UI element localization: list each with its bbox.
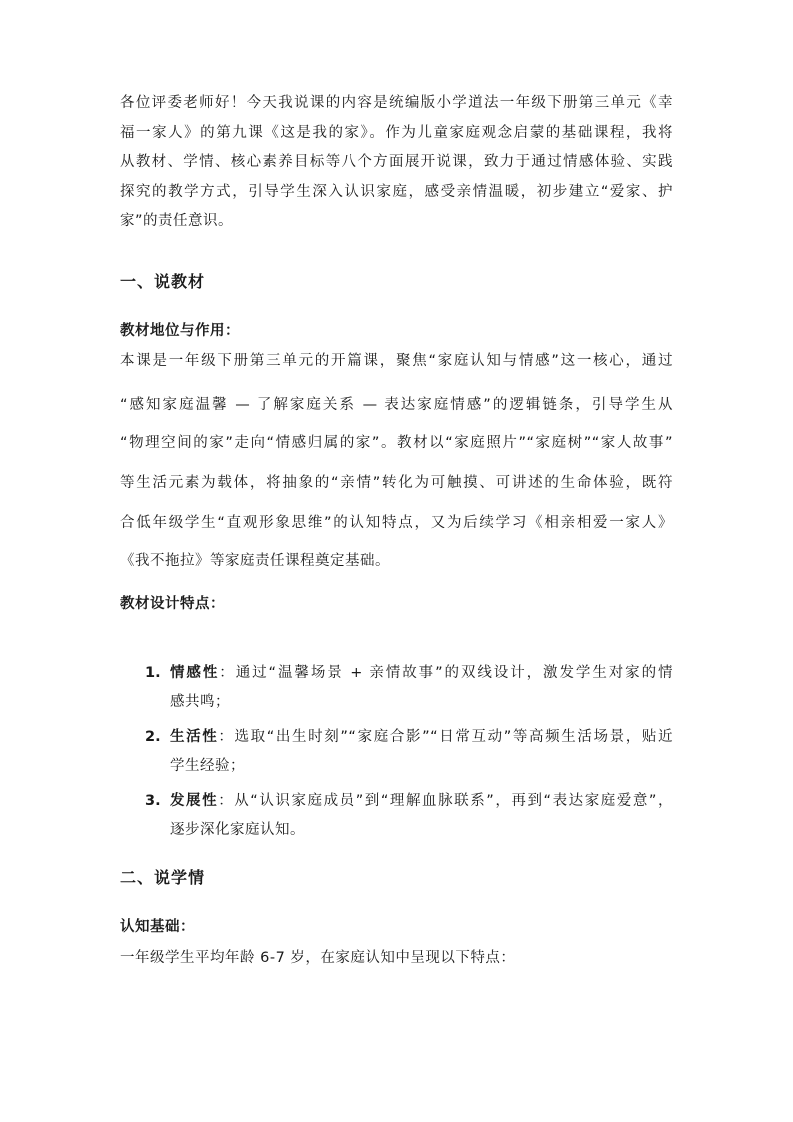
position-line-3: “物理空间的家”走向“情感归属的家”。教材以“家庭照片”“家庭树”“家人故事” <box>120 435 673 451</box>
list-item-term: 生活性 <box>170 729 219 745</box>
list-item-continuation: 学生经验； <box>170 758 245 774</box>
section-heading-students: 二、说学情 <box>120 868 206 887</box>
list-number-3: 3. <box>145 793 161 809</box>
list-item-text: ：从“认识家庭成员”到“理解血脉联系”，再到“表达家庭爱意”， <box>218 793 674 809</box>
position-line-2: “感知家庭温馨 — 了解家庭关系 — 表达家庭情感”的逻辑链条，引导学生从 <box>120 397 673 413</box>
list-item-term: 发展性 <box>170 793 219 809</box>
list-item-line <box>170 727 673 747</box>
list-item-term: 情感性 <box>170 665 220 681</box>
position-line-4: 等生活元素为载体，将抽象的“亲情”转化为可触摸、可讲述的生命体验，既符 <box>120 475 673 491</box>
subheading-position: 教材地位与作用： <box>120 323 240 339</box>
subheading-cognition: 认知基础： <box>120 919 195 935</box>
intro-line-1: 各位评委老师好！今天我说课的内容是统编版小学道法一年级下册第三单元《幸 <box>120 95 673 111</box>
intro-line-4: 探究的教学方式，引导学生深入认识家庭，感受亲情温暖，初步建立“爱家、护 <box>120 184 673 200</box>
intro-line-3: 从教材、学情、核心素养目标等八个方面展开说课，致力于通过情感体验、实践 <box>120 154 673 170</box>
list-number-1: 1. <box>145 665 161 681</box>
section-heading-textbook: 一、说教材 <box>120 272 206 291</box>
cognition-line: 一年级学生平均年龄 6-7 岁，在家庭认知中呈现以下特点： <box>120 950 516 966</box>
list-item-continuation: 逐步深化家庭认知。 <box>170 822 305 838</box>
list-item-continuation: 感共鸣； <box>170 694 230 710</box>
list-item-line <box>170 791 673 811</box>
list-item-line <box>170 663 673 683</box>
position-line-5: 合低年级学生“直观形象思维”的认知特点，又为后续学习《相亲相爱一家人》 <box>120 515 673 531</box>
position-line-6: 《我不拖拉》等家庭责任课程奠定基础。 <box>120 553 390 569</box>
intro-line-5: 家”的责任意识。 <box>120 213 234 229</box>
subheading-features: 教材设计特点： <box>120 596 225 612</box>
list-number-2: 2. <box>145 729 161 745</box>
position-line-1: 本课是一年级下册第三单元的开篇课，聚焦“家庭认知与情感”这一核心，通过 <box>120 353 673 369</box>
list-item-text: ：通过“温馨场景 + 亲情故事”的双线设计，激发学生对家的情 <box>219 665 674 681</box>
list-item-text: ：选取“出生时刻”“家庭合影”“日常互动”等高频生活场景，贴近 <box>218 729 674 745</box>
intro-line-2: 福一家人》的第九课《这是我的家》。作为儿童家庭观念启蒙的基础课程，我将 <box>120 125 673 141</box>
